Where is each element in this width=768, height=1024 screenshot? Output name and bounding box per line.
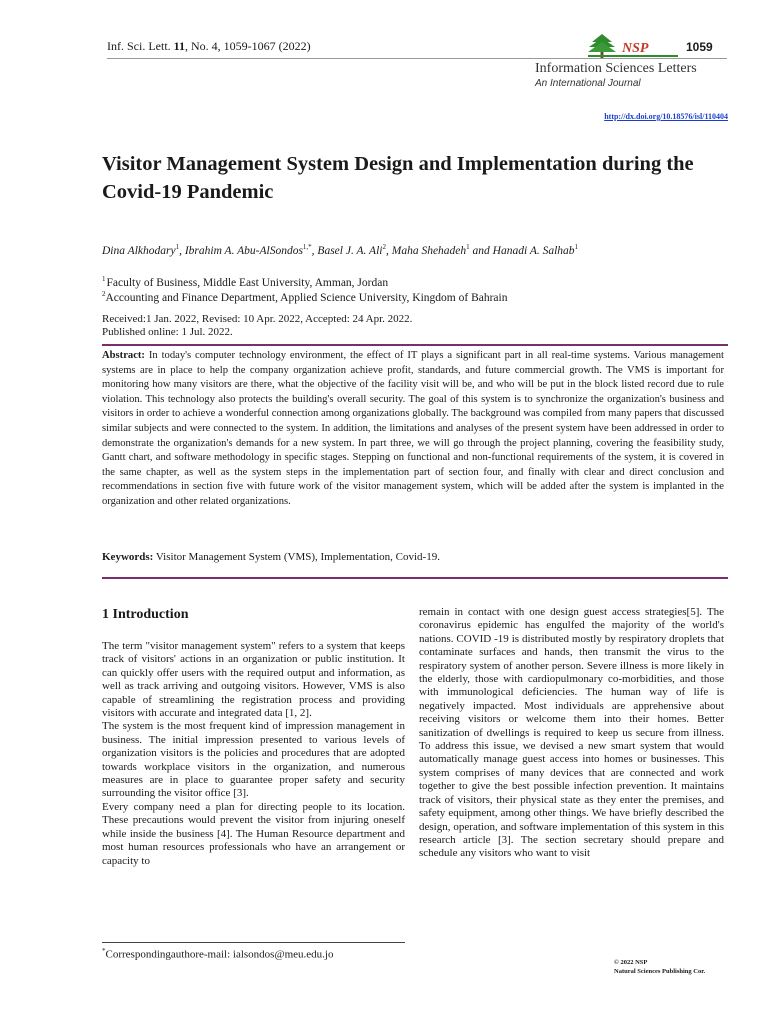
keywords	[102, 551, 724, 563]
author-name: Dina Alkhodary	[102, 244, 176, 257]
paragraph: remain in contact with one design guest access strategies[5]. The coronavirus epidemic has engulfed the majority of the world's nations. COVID -19 is distributed mostly by respiratory droplets that contaminate surfaces and hands, then transmit the virus to the respiratory system of another person. Severe illness is more likely in the elderly, those with cardiopulmonary co-morbidities, and those with immunological deficiencies. The human way of life is negatively impacted. Most individuals are apprehensive about receiving visitors or welcome them into their homes. Better sanitization of dwellings is required to keep us secure from illness. To address this issue, we devised a new smart system that would automatically manage guest access into homes or businesses. This system comprises of many devices that are connected and work together to give the best possible infection prevention. It maintains track of visitors, their physical state as they enter the premises, and safety equipment, among other things. We have briefly described the design, operation, and software implementation of this system in this research article [3]. The section secretary should prepare and schedule any visitors who want to visit	[419, 606, 724, 860]
author-name: Maha Shehadeh	[391, 244, 467, 257]
corresponding-author-footnote: *Correspondingauthore-mail: ialsondos@meu.edu.jo	[102, 947, 334, 961]
keywords-text: Visitor Management System (VMS), Implementation, Covid-19.	[155, 551, 440, 563]
copyright-notice	[614, 958, 705, 976]
author-list: Dina Alkhodary$^1$, Ibrahim A. Abu-AlSondos$^{1,*}$, Basel J. A. Ali$^2$, Maha Shehadeh$^1$ and Hanadi A. Salhab$^1$	[102, 243, 579, 257]
affiliation-2: $^2$Accounting and Finance Department, Applied Science University, Kingdom of Bahrain	[102, 290, 508, 304]
section-divider	[102, 577, 728, 579]
abstract-label: Abstract:	[102, 350, 145, 361]
section-heading: 1 Introduction	[102, 607, 189, 622]
journal-subtitle: An International Journal	[535, 78, 641, 89]
received-dates: Received:1 Jan. 2022, Revised: 10 Apr. 2022, Accepted: 24 Apr. 2022.	[102, 313, 413, 325]
running-head: Inf. Sci. Lett. 11, No. 4, 1059-1067 (2022)	[107, 39, 311, 53]
journal-name: Information Sciences Letters	[535, 61, 697, 76]
paragraph: The system is the most frequent kind of impression management in business. The initial impression presented to various levels of organization visitors is the policies and procedures that are adopted towards workplace visitors in the organization, and numerous measures are in place to guarantee proper safety and security surrounding the visitor office [3].	[102, 720, 405, 800]
logo-text: NSP	[622, 41, 649, 56]
author-name: Hanadi A. Salhab	[492, 244, 575, 257]
doi-link[interactable]: http://dx.doi.org/10.18576/isl/110404	[604, 112, 728, 121]
footnote-rule	[102, 942, 405, 943]
keywords-label: Keywords:	[102, 551, 154, 563]
publisher-text: Natural Sciences Publishing Cor.	[614, 968, 706, 975]
paragraph: Every company need a plan for directing people to its location. These precautions would prevent the visitor from injuring oneself while inside the business [4]. The Human Resource department and most human resources professionals who have an arrangement or capacity to	[102, 800, 405, 867]
header-rule	[107, 58, 727, 59]
abstract	[102, 349, 724, 510]
copyright-text: © 2022 NSP	[614, 959, 648, 966]
section-divider	[102, 344, 728, 346]
author-name: Basel J. A. Ali	[317, 244, 383, 257]
page-number: 1059	[686, 40, 713, 54]
abstract-text: In today's computer technology environment, the effect of IT plays a significant part in all real-time systems. Various management systems are in place to help the company organization achieve profit, standards, and future commercial growth. The VMS is important for monitoring how many visitors are there, what the objective of the facility visit will be, and who will be put in the block listed record due to rule violation. This technology also protects the building's overall security. The goal of this system is to synchronize the organization's business and visitors in order to achieve a wonderful connection among organizations globally. The background was compiled from many papers that discussed similar subjects and were connected to the system. In addition, the limitations and analyses of the present system have been addressed in order to demonstrate the organization's demands for a new system. In part three, we will go through the project planning, covering the feasibility study, Gantt chart, and software methodology in specific stages. Stepping on functional and non-functional requirements of the system, it is covered in the same chapter, as well as the system steps in the implementation part of section four, and finally with clear and direct conclusion and recommendations in section five with future work of the visitor management system, which will be added after the system is implanted in the organization and other related organizations.	[102, 350, 724, 507]
published-date: Published online: 1 Jul. 2022.	[102, 326, 233, 338]
affiliation-1: $^1$ Faculty of Business, Middle East University, Amman, Jordan	[102, 275, 389, 289]
left-column	[102, 640, 405, 868]
right-column	[419, 606, 724, 861]
author-name: Ibrahim A. Abu-AlSondos	[184, 244, 303, 257]
nsp-logo	[588, 33, 680, 59]
article-title: Visitor Management System Design and Implementation during the Covid-19 Pandemic	[102, 153, 694, 203]
paragraph: The term "visitor management system" refers to a system that keeps track of visitors' actions in an organization or public institution. It can quickly offer users with the required output and information, as well as track arriving and outgoing visitors. However, VMS is also capable of streamlining the registration process and providing visitors with accurate and integrated data [1, 2].	[102, 640, 405, 720]
